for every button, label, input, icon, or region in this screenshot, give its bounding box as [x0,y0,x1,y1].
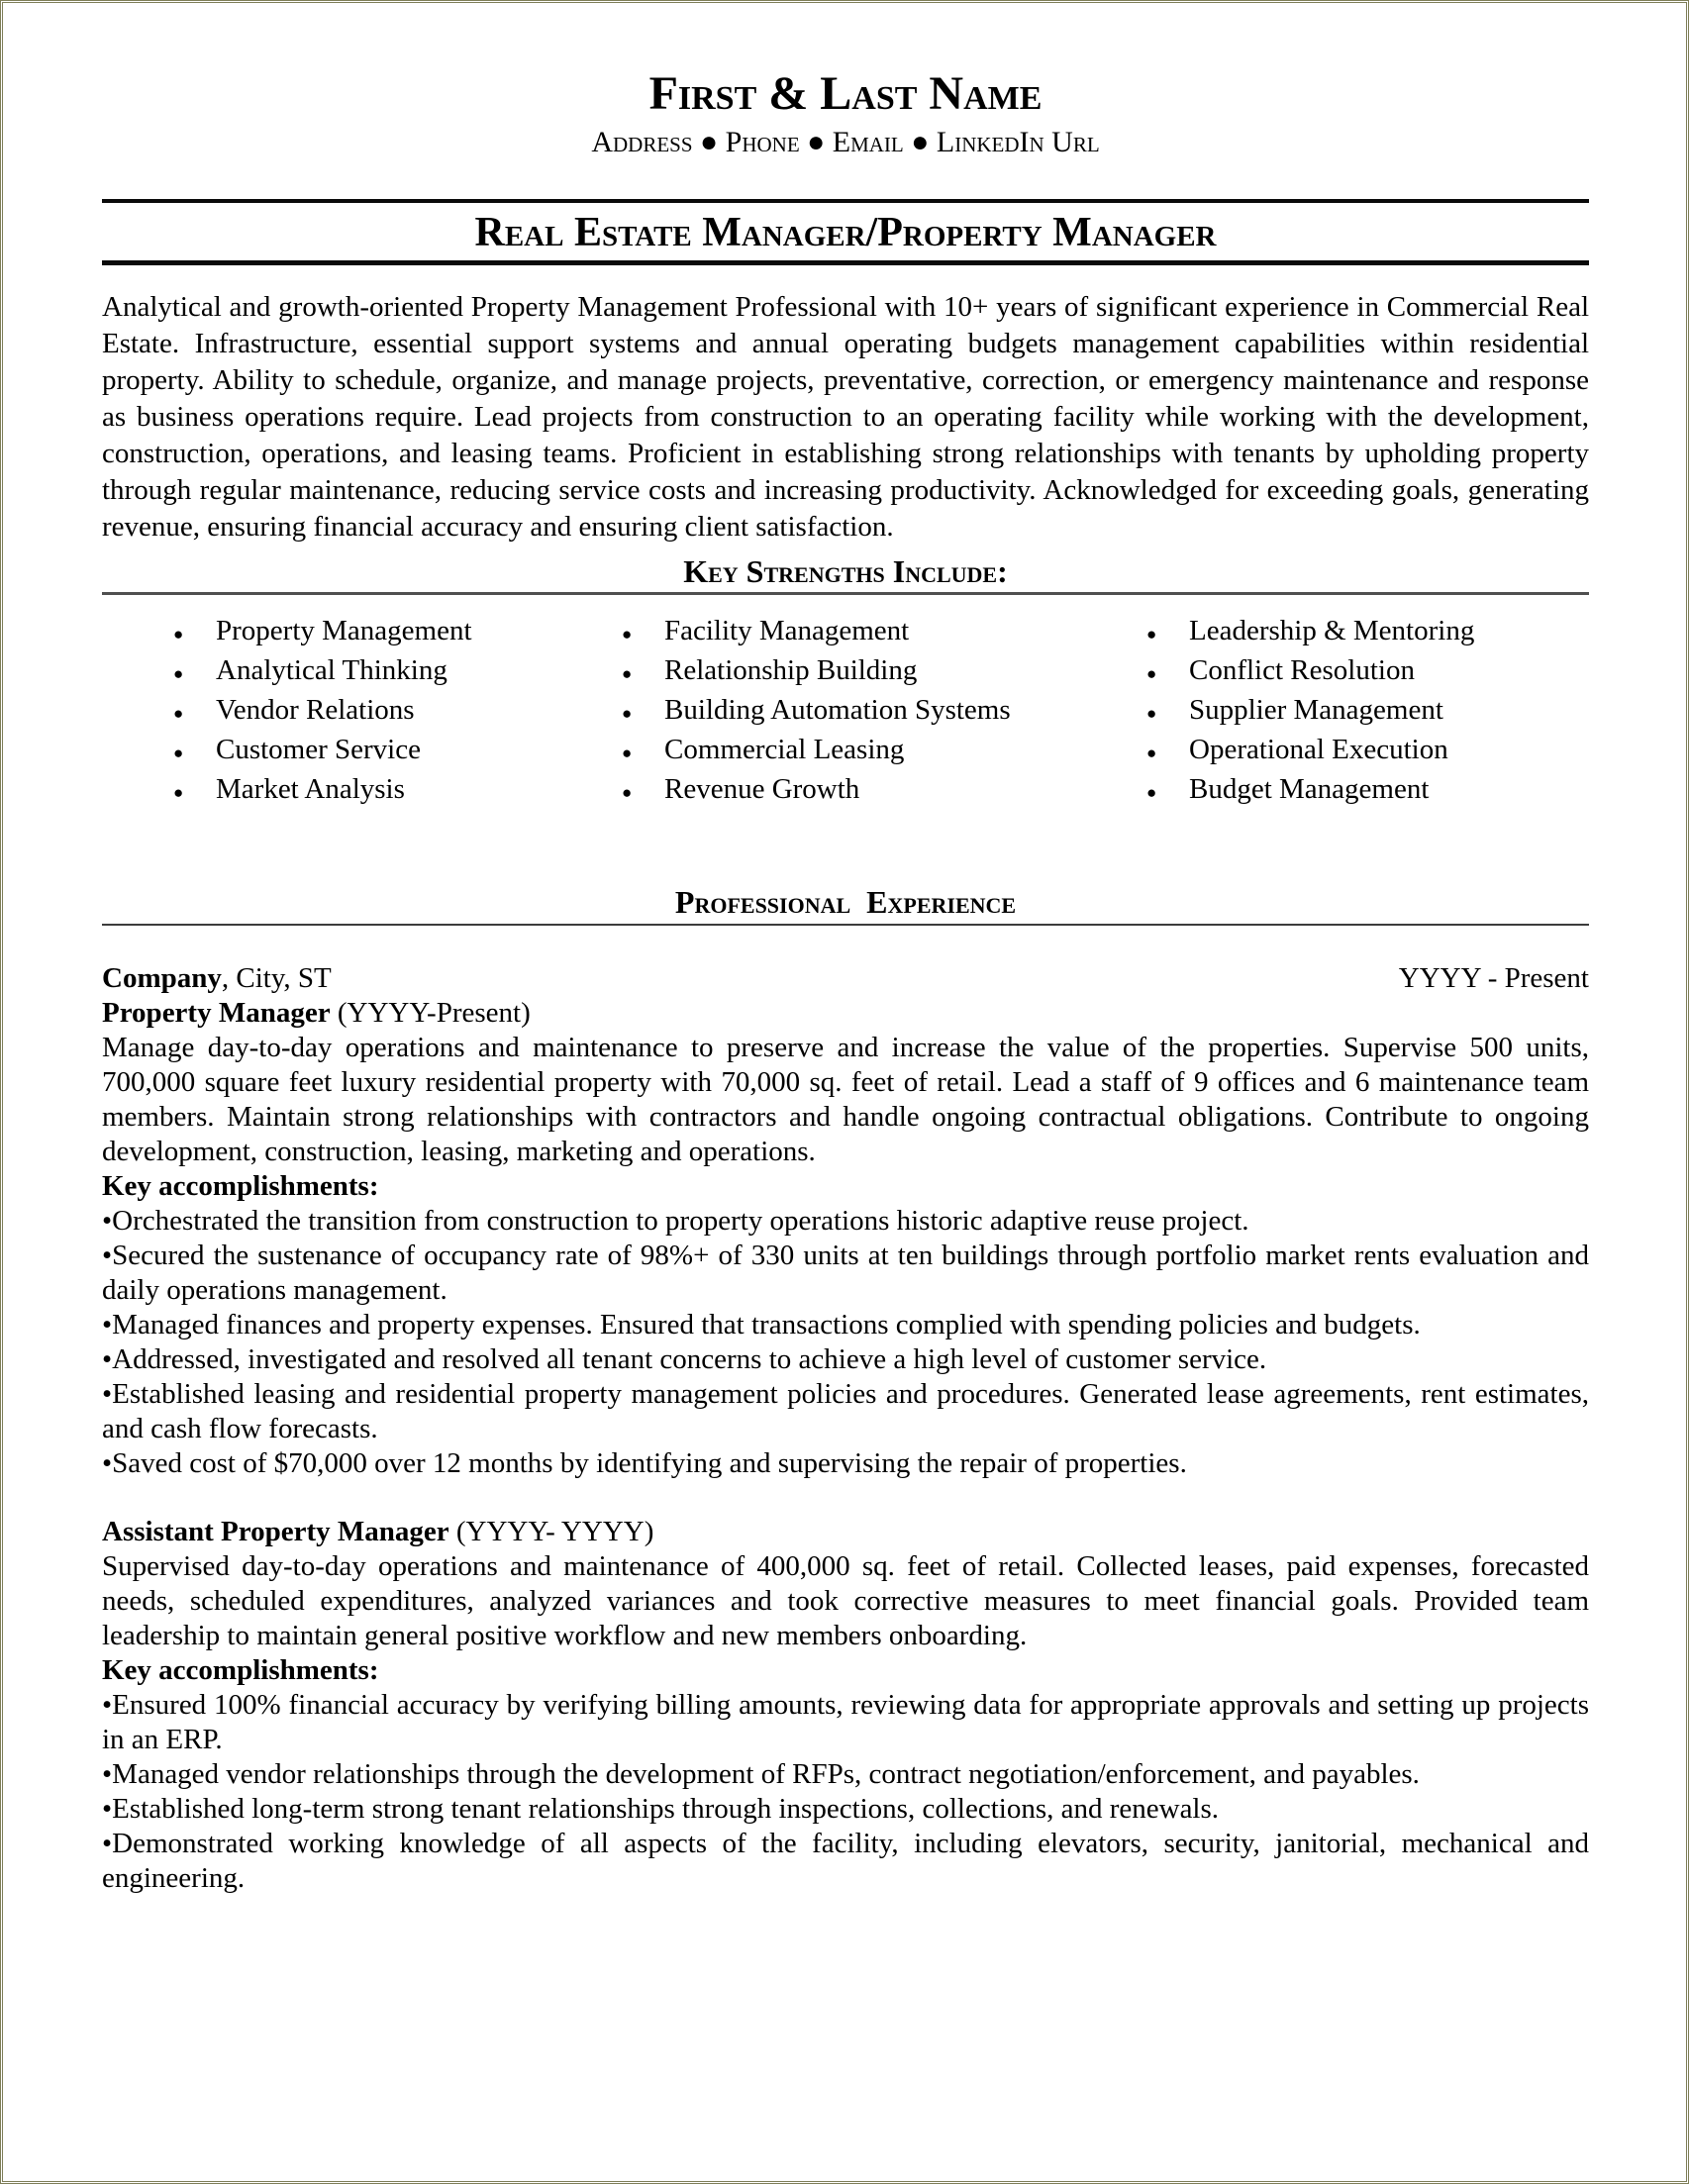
accomplishment-item: • Secured the sustenance of occupancy rate of 98%+ of 330 units at ten buildings through portfolio market rents evaluation and daily operations management. [102,1239,1589,1308]
strength-label: Relationship Building [664,654,918,686]
bullet-icon: ● [173,625,184,644]
strengths-column-1 [173,613,622,811]
accomplishment-item: • Demonstrated working knowledge of all aspects of the facility, including elevators, security, janitorial, mechanical and engineering. [102,1827,1589,1896]
experience-heading: Professional Experience [674,884,1017,920]
strength-item [622,692,1146,732]
strength-label: Analytical Thinking [216,654,447,686]
role-dates: (YYYY-Present) [330,997,531,1029]
strength-label: Building Automation Systems [664,694,1011,726]
strength-item [1146,652,1589,692]
strengths-column-2 [622,613,1146,811]
strength-label: Market Analysis [216,773,405,805]
strength-label: Facility Management [664,615,910,646]
person-name: First & Last Name [648,67,1043,120]
accomplishments-label: Key accomplishments: [102,1170,379,1202]
strength-label: Supplier Management [1189,694,1443,726]
strength-item [1146,613,1589,652]
accomplishments-label: Key accomplishments: [102,1654,379,1686]
accomplishment-item: • Saved cost of $70,000 over 12 months by identifying and supervising the repair of properties. [102,1446,1589,1481]
resume-title: Real Estate Manager/Property Manager [474,210,1217,255]
resume-content [3,3,1686,1896]
bullet-icon: ● [1146,664,1157,683]
role-line [102,1515,1589,1549]
bullet-icon: ● [173,664,184,683]
accomplishment-item: • Ensured 100% financial accuracy by verifying billing amounts, reviewing data for appropriate approvals and setting up projects in an ERP. [102,1688,1589,1757]
strength-item [1146,771,1589,811]
role-title: Assistant Property Manager [102,1516,449,1547]
contact-line: Address ● Phone ● Email ● LinkedIn Url [591,126,1100,158]
accomplishment-item: • Established long-term strong tenant relationships through inspections, collections, and renewals. [102,1792,1589,1827]
strength-item [173,652,622,692]
accomplishment-item: • Addressed, investigated and resolved all tenant concerns to achieve a high level of customer service. [102,1342,1589,1377]
company-location: , City, ST [221,962,332,994]
strength-item [173,613,622,652]
bullet-icon: ● [173,783,184,802]
bullet-icon: ● [622,664,633,683]
strength-label: Leadership & Mentoring [1189,615,1475,646]
strength-item [1146,692,1589,732]
strength-label: Vendor Relations [216,694,415,726]
strength-label: Commercial Leasing [664,734,905,765]
accomplishment-item: • Established leasing and residential property management policies and procedures. Generated lease agreements, rent estimates, and cash flow forecasts. [102,1377,1589,1446]
strength-label: Property Management [216,615,472,646]
strength-item [1146,732,1589,771]
experience-divider [102,924,1589,926]
accomplishment-item: • Managed finances and property expenses. Ensured that transactions complied with spending policies and budgets. [102,1308,1589,1342]
strength-item [622,652,1146,692]
company-line [102,961,332,996]
role-line [102,996,1589,1031]
bullet-icon: ● [622,625,633,644]
strength-item [173,692,622,732]
bullet-icon: ● [622,744,633,762]
strength-label: Conflict Resolution [1189,654,1415,686]
role-title: Property Manager [102,997,331,1029]
bullet-icon: ● [622,704,633,723]
strength-item [622,613,1146,652]
job-description: Supervised day-to-day operations and maintenance of 400,000 sq. feet of retail. Collected leases, paid expenses, forecasted needs, scheduled expenditures, analyzed variances and took corrective measures to meet financial goals. Provided team leadership to maintain general positive workflow and new members onboarding. [102,1550,1589,1651]
company-name: Company [102,962,222,994]
strength-item [622,771,1146,811]
job-description: Manage day-to-day operations and maintenance to preserve and increase the value of the properties. Supervise 500 units, 700,000 square feet luxury residential property with 70,000 sq. feet of retail. Lead a staff of 9 offices and 6 maintenance team members. Maintain strong relationships with contractors and handle ongoing contractual obligations. Contribute to ongoing development, construction, leasing, marketing and operations. [102,1032,1589,1167]
strength-label: Customer Service [216,734,421,765]
strengths-divider [102,592,1589,595]
accomplishment-item: • Orchestrated the transition from construction to property operations historic adaptive reuse project. [102,1204,1589,1239]
bullet-icon: ● [1146,783,1157,802]
strengths-grid [102,613,1589,811]
strength-item [622,732,1146,771]
strength-label: Operational Execution [1189,734,1448,765]
bullet-icon: ● [173,704,184,723]
job-header [102,961,1589,996]
strength-item [173,771,622,811]
strength-label: Budget Management [1189,773,1430,805]
header-divider-bottom [102,260,1589,265]
bullet-icon: ● [1146,625,1157,644]
bullet-icon: ● [173,744,184,762]
job-dates: YYYY - Present [1398,962,1589,994]
summary-paragraph: Analytical and growth-oriented Property Management Professional with 10+ years of significant experience in Commercial Real Estate. Infrastructure, essential support systems and annual operating budgets management capabilities within residential property. Ability to schedule, organize, and manage projects, preventative, correction, or emergency maintenance and response as business operations require. Lead projects from construction to an operating facility while working with the development, construction, operations, and leasing teams. Proficient in establishing strong relationships with tenants by upholding property through regular maintenance, reducing service costs and increasing productivity. Acknowledged for exceeding goals, generating revenue, ensuring financial accuracy and ensuring client satisfaction. [102,291,1589,543]
role-dates: (YYYY- YYYY) [448,1516,654,1547]
strengths-column-3 [1146,613,1589,811]
strength-label: Revenue Growth [664,773,860,805]
bullet-icon: ● [622,783,633,802]
strength-item [173,732,622,771]
strengths-heading: Key Strengths Include: [683,553,1008,589]
accomplishment-item: • Managed vendor relationships through the development of RFPs, contract negotiation/enforcement, and payables. [102,1757,1589,1792]
bullet-icon: ● [1146,704,1157,723]
bullet-icon: ● [1146,744,1157,762]
